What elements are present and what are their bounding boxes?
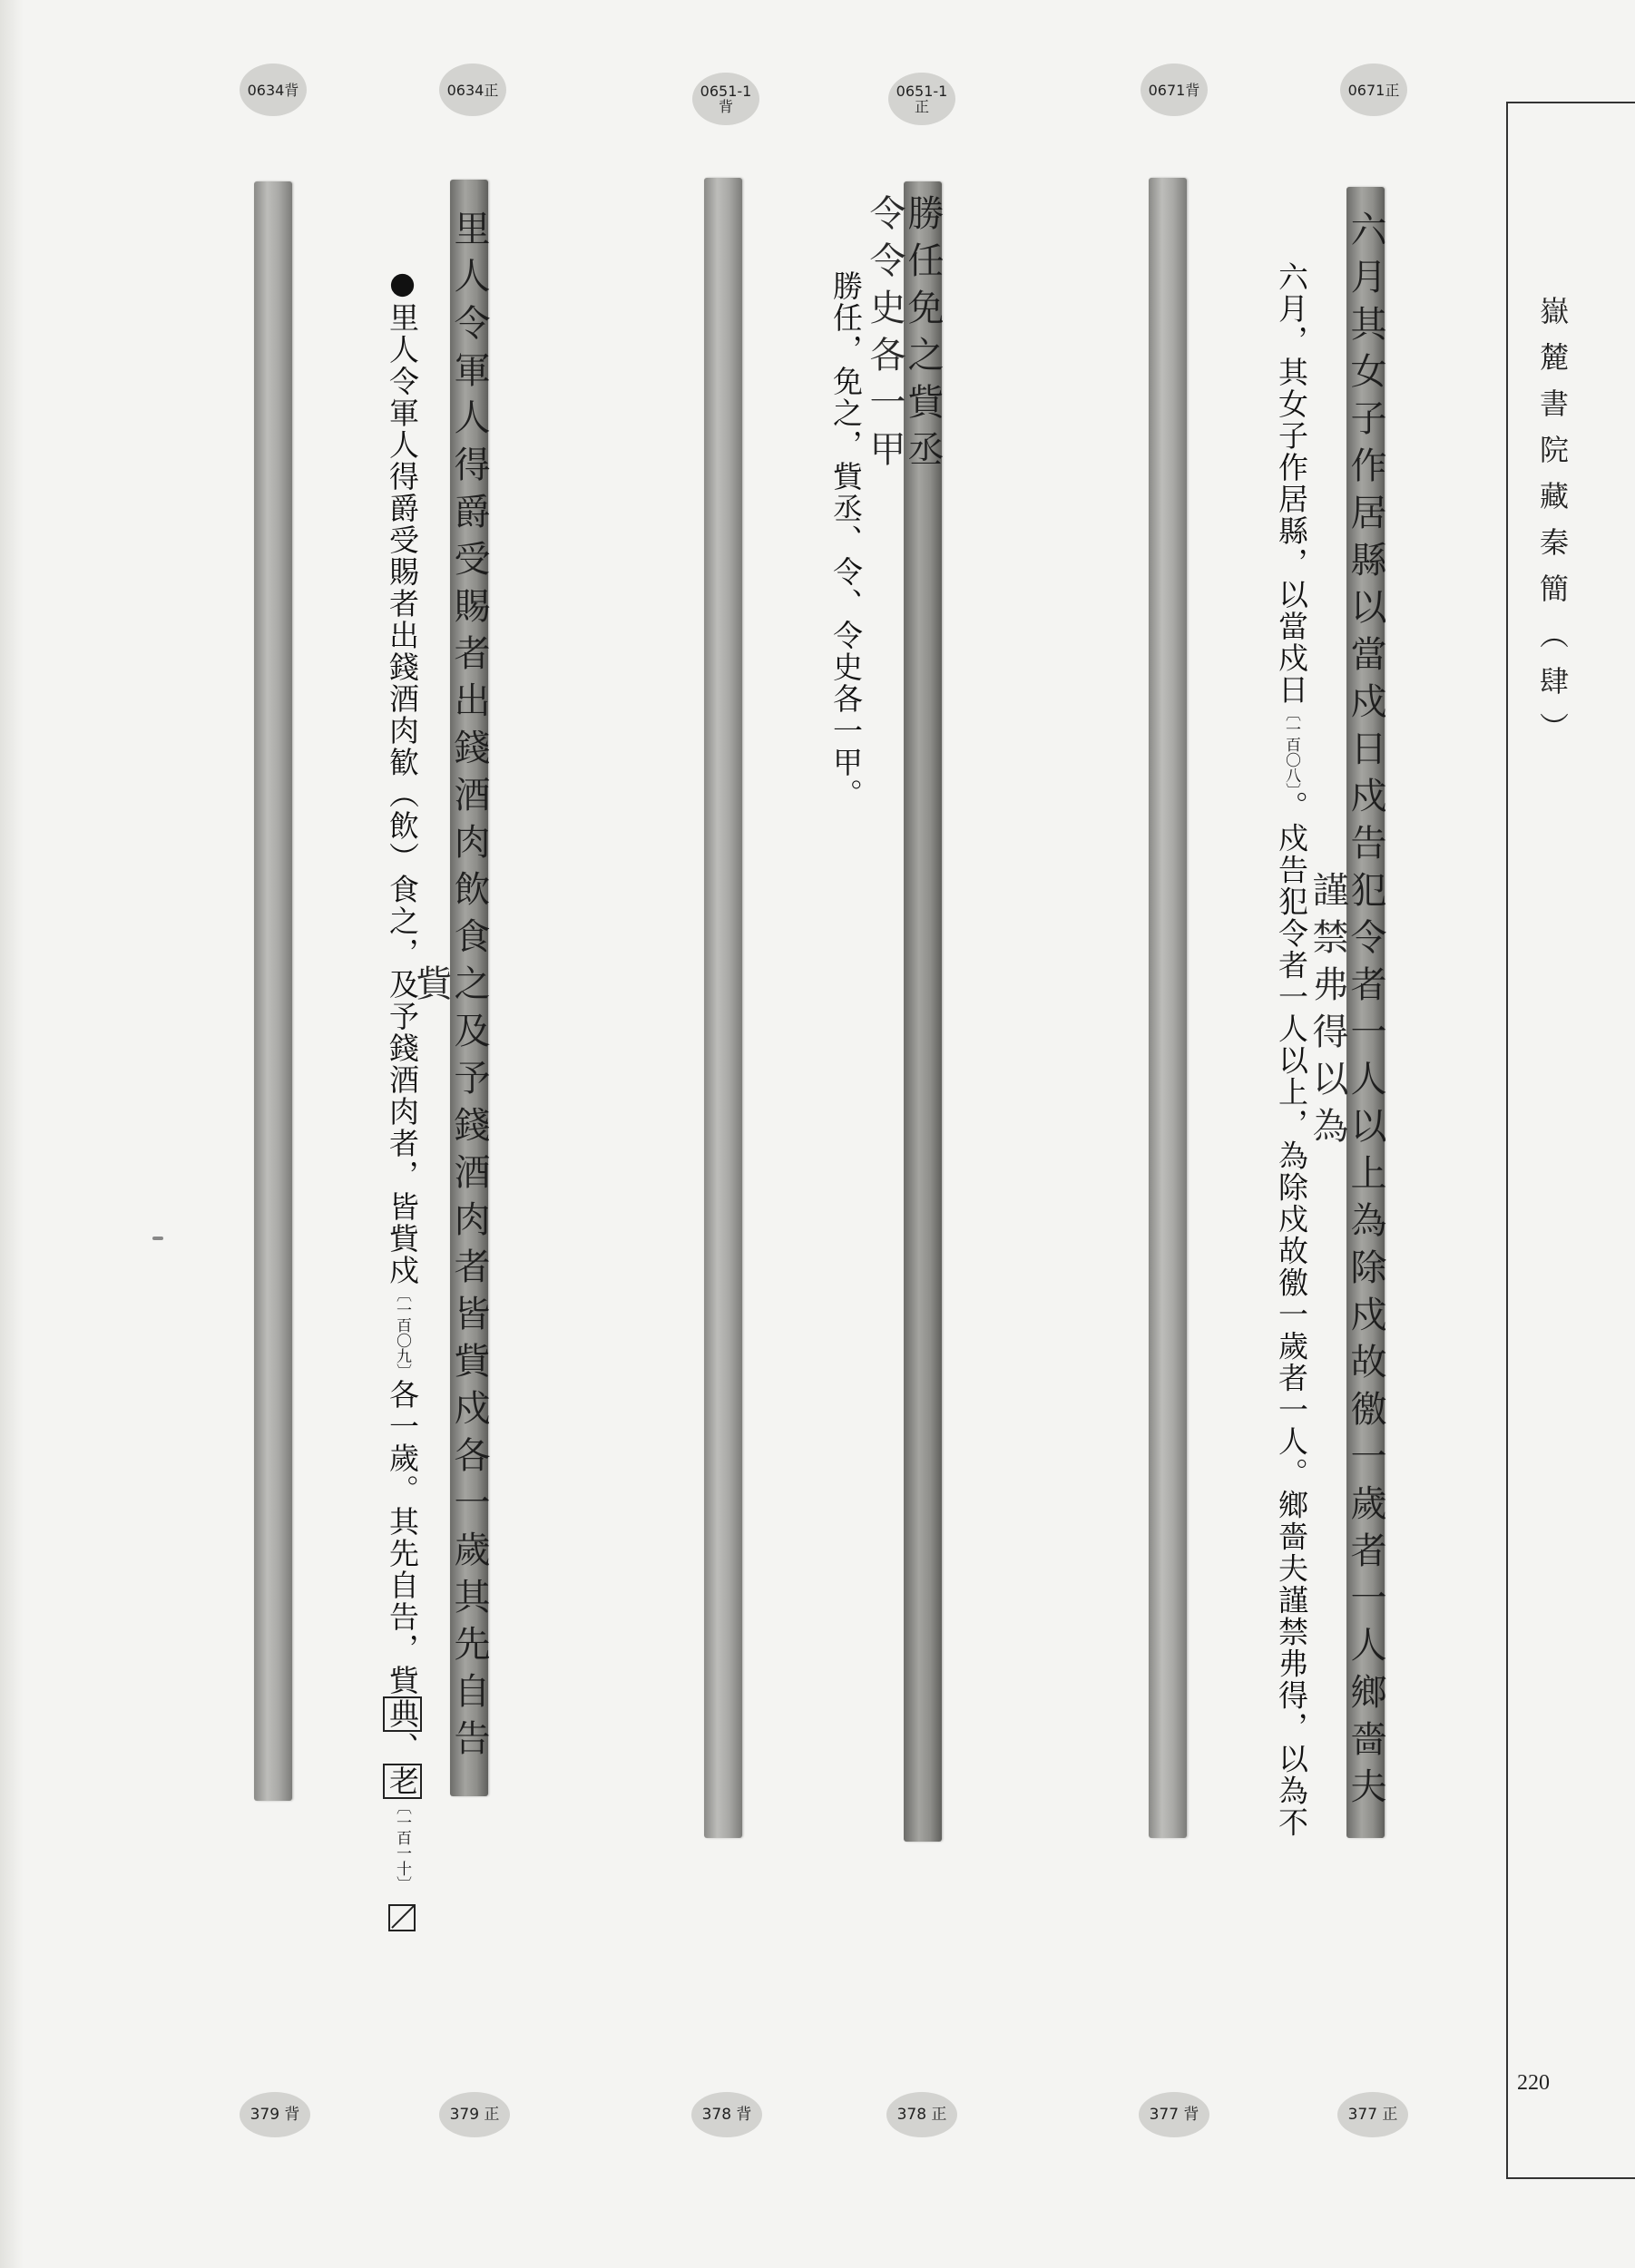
header-badge-0671-front: 0671正 (1340, 64, 1407, 116)
transcription-377 (1273, 261, 1309, 1839)
side-rule (1506, 102, 1508, 2179)
footer-badge-379-front: 379 正 (439, 2092, 510, 2137)
side-rule-top (1506, 102, 1635, 103)
boxed-char-dian: 典 (385, 1698, 420, 1730)
bamboo-strip-0634-back (254, 181, 292, 1801)
broken-strip-mark (388, 1904, 416, 1931)
slip-number-109: 〔一百〇九〕 (393, 1286, 411, 1379)
slip-number-108: 〔一百〇八〕 (1282, 706, 1300, 791)
header-badge-0651-front: 0651-1 正 (888, 73, 955, 125)
boxed-char-lao: 老 (385, 1765, 420, 1797)
transcription-378: 勝任，免之，貲丞、令、令史各一甲。 (828, 270, 864, 810)
bamboo-strip-0651-back (704, 178, 742, 1838)
scan-speck (152, 1237, 163, 1240)
bamboo-strip-0671-front (1307, 187, 1386, 1838)
page-number: 220 (1517, 2071, 1550, 2095)
bamboo-strip-0651-front (864, 181, 944, 1842)
transcription-379-part2: 各一歲。其先自告，貲 (385, 1379, 420, 1696)
strip-inscription-0634-front: 里人令軍人得爵受賜者出錢酒肉飲食之及予錢酒肉者皆貲戍各一歲其先自告貲 (410, 210, 490, 1766)
strip-inscription-0651-front: 勝任免之貲丞令令史各一甲 (864, 194, 944, 477)
footer-badge-377-front: 377 正 (1337, 2092, 1408, 2137)
header-badge-0651-back: 0651-1 背 (692, 73, 759, 125)
transcription-377-part2: 。戍告犯令者一人以上，為除戍故徼一歲者一人。鄉嗇夫謹禁弗得，以為不 (1274, 790, 1309, 1839)
footer-badge-378-back: 378 背 (691, 2092, 762, 2137)
bamboo-strip-0634-front (410, 180, 490, 1796)
strip-inscription-0671-front: 六月其女子作居縣以當戍日戍告犯令者一人以上為除戍故徼一歲者一人鄉嗇夫謹禁弗得以為 (1307, 210, 1386, 1814)
transcription-377-part1: 六月，其女子作居縣，以當戍日 (1274, 261, 1309, 706)
footer-badge-378-front: 378 正 (886, 2092, 957, 2137)
footer-badge-377-back: 377 背 (1139, 2092, 1209, 2137)
running-title: 嶽麓書院藏秦簡（肆） (1535, 296, 1570, 758)
side-rule-bottom (1506, 2177, 1635, 2179)
transcription-379 (384, 265, 420, 1931)
footer-badge-379-back: 379 背 (240, 2092, 310, 2137)
transcription-379-part1: ●里人令軍人得爵受賜者出錢酒肉歓（飲）食之，及予錢酒肉者，皆貲戍 (385, 265, 420, 1286)
slip-number-110: 〔一百一十〕 (393, 1799, 411, 1892)
bamboo-strip-0671-back (1149, 178, 1187, 1838)
header-badge-0634-front: 0634正 (439, 64, 506, 116)
header-badge-0671-back: 0671背 (1141, 64, 1208, 116)
header-badge-0634-back: 0634背 (240, 64, 307, 116)
page-spine (0, 0, 24, 2268)
transcription-379-separator: 、 (385, 1732, 420, 1764)
